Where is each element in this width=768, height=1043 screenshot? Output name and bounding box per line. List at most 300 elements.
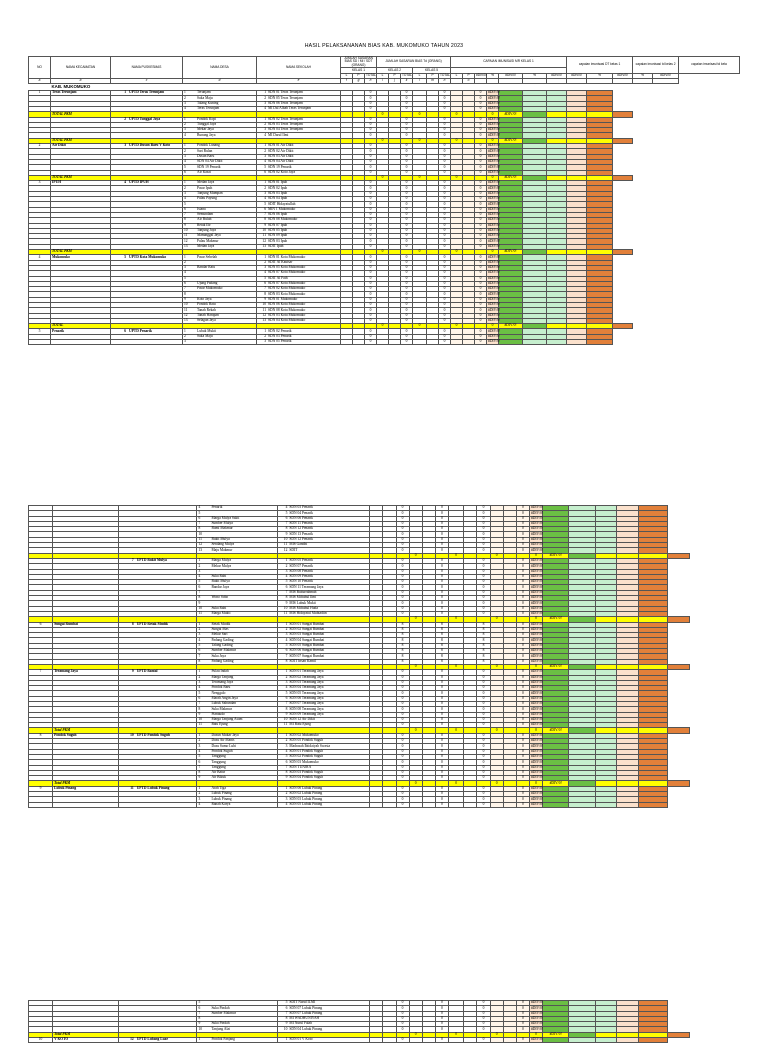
- row-err: #DIV/0!: [530, 637, 544, 642]
- row-sekolah-name: MIS Hidayatul Mubtadiin: [289, 611, 327, 616]
- row-sekolah-name: SDN 01 Ipuh: [268, 180, 288, 185]
- row-total-k5: 8: [477, 643, 490, 648]
- row-sekolah-no: 12: [262, 238, 266, 243]
- row-total: 0: [365, 133, 377, 138]
- row-err: #DIV/0!: [488, 217, 501, 222]
- row-total-mr: 0: [475, 234, 487, 239]
- row-total: 0: [396, 611, 409, 616]
- row-total-k2: 0: [435, 707, 448, 712]
- row-desa-name: Tanggung: [211, 759, 226, 764]
- total-label: TOTAL PKM: [51, 250, 111, 255]
- row-sekolah-name: SDN 03 Kota Mukomuko: [268, 291, 306, 296]
- row-sekolah-name: SDN 01 Pondok Suguh: [289, 748, 324, 753]
- row-sekolah-no: 3: [264, 153, 266, 158]
- row-desa-name: SDN 04 Air Dikit: [197, 159, 223, 164]
- row-no: 2: [29, 144, 51, 149]
- row-desa-no: 8: [198, 706, 201, 711]
- row-total-mr: 0: [475, 181, 487, 186]
- row-sekolah-no: 11: [283, 722, 288, 727]
- row-desa-no: 8: [198, 526, 201, 531]
- header-letter: d: [183, 78, 257, 83]
- row-err: #DIV/0!: [530, 706, 544, 711]
- row-err: #DIV/0!: [530, 579, 544, 584]
- row-sekolah-name: SDN 03 Penarik: [289, 505, 313, 510]
- row-sekolah-no: 2: [264, 259, 266, 264]
- row-total-mr: 0: [516, 537, 529, 542]
- row-total: 0: [365, 186, 377, 191]
- row-total-mr: 0: [516, 606, 529, 611]
- row-total: 0: [396, 686, 409, 691]
- row-desa-name: Pondok Lunang: [197, 143, 220, 148]
- row-total-mr: 0: [516, 686, 529, 691]
- row-total: 0: [365, 202, 377, 207]
- row-sekolah-name: SDN 04 Teramang Jaya: [289, 685, 324, 690]
- total-cell: [667, 664, 689, 669]
- row-err: #DIV/0!: [530, 685, 544, 690]
- row-err: #DIV/0!: [488, 100, 501, 105]
- row-total-mr: 0: [516, 643, 529, 648]
- row-puskesmas-no: 2: [124, 116, 126, 121]
- total-err: #DIV/0!: [499, 138, 523, 143]
- row-total-mr: 0: [475, 107, 487, 112]
- row-cell: [639, 802, 667, 807]
- row-cell: [499, 340, 523, 345]
- row-sekolah-no: 4: [264, 196, 266, 201]
- row-desa-no: 3: [198, 743, 201, 748]
- row-total-k5: 0: [439, 302, 451, 307]
- row-total-k2: 0: [401, 334, 413, 339]
- row-total-k2: 0: [435, 1006, 448, 1011]
- row-total-k5: 0: [439, 186, 451, 191]
- row-total-k5: 0: [439, 228, 451, 233]
- total-zero: 0: [449, 1032, 464, 1037]
- row-err: #DIV/0!: [488, 339, 501, 344]
- row-total-k5: 0: [477, 797, 490, 802]
- row-cell: [464, 1038, 477, 1043]
- row-total-k2: 0: [435, 1038, 448, 1043]
- row-desa-no: 9: [198, 1021, 201, 1026]
- header-capaian-td2: capaian imunisasi td kelas 2: [633, 57, 679, 74]
- row-sekolah-name: SDN 09 Teramang Jaya: [289, 711, 324, 716]
- row-desa-name: Pondok Kopi: [197, 116, 217, 121]
- row-total: 0: [396, 717, 409, 722]
- total-zero: 0: [377, 112, 389, 117]
- row-desa-no: 1: [184, 116, 186, 121]
- row-total-k5: 0: [477, 1006, 490, 1011]
- row-sekolah-no: 9: [285, 711, 288, 716]
- row-total-mr: 0: [475, 313, 487, 318]
- row-total-k5: 0: [439, 318, 451, 323]
- row-sekolah-name: SDIT Hidayatullah: [268, 201, 296, 206]
- total-zero: 0: [409, 1032, 422, 1037]
- total-cell: [667, 1032, 689, 1037]
- row-sekolah-name: SDN 01 Mukomuko: [268, 296, 298, 301]
- row-kecamatan: Teras Terunjam: [51, 91, 111, 96]
- row-err: #DIV/0!: [530, 531, 544, 536]
- row-err: #DIV/0!: [530, 505, 544, 510]
- sheet-page-2: [28, 505, 740, 935]
- row-total-k2: 0: [435, 802, 448, 807]
- row-total-mr: 0: [475, 297, 487, 302]
- row-desa-no: 1: [184, 143, 186, 148]
- row-sekolah-name: SDN 08 Mukomuko: [268, 217, 298, 222]
- total-zero: 0: [449, 553, 464, 558]
- row-total: 0: [365, 265, 377, 270]
- total-err: #DIV/0!: [543, 617, 569, 622]
- row-total: 0: [396, 537, 409, 542]
- row-desa-name: Marga Mulya: [211, 558, 232, 563]
- header-sub-p: P: [389, 73, 401, 78]
- row-sekolah: [278, 1038, 370, 1043]
- row-total-mr: 0: [475, 170, 487, 175]
- row-total-mr: 0: [475, 308, 487, 313]
- row-sekolah-name: SDN 04 Sungai Rumbai: [289, 637, 325, 642]
- row-total-k5: 0: [477, 548, 490, 553]
- row-desa-no: 7: [198, 590, 201, 594]
- row-sekolah-no: 3: [264, 127, 266, 132]
- total-zero: 0: [487, 324, 499, 329]
- row-desa-name: Tanjung Alai: [211, 1026, 231, 1031]
- header-sub-total: TOTAL: [366, 72, 376, 77]
- row-total-k5: 0: [477, 749, 490, 754]
- row-total-k2: 0: [401, 159, 413, 164]
- row-sekolah-name: MIS Miftahul Huda: [289, 605, 318, 610]
- total-zero: 0: [377, 175, 389, 180]
- row-total: 0: [396, 521, 409, 526]
- row-sekolah-no: 6: [285, 515, 288, 520]
- row-desa-name: Penarik: [211, 505, 223, 510]
- total-zero: 0: [413, 250, 427, 255]
- total-zero: 0: [377, 250, 389, 255]
- row-sekolah-no: 2: [285, 563, 288, 568]
- header-capaian-mr: CAPAIAN IMUNISASI MR KELAS 1: [451, 57, 567, 68]
- row-sekolah-name: SDN 06 Penarik: [289, 515, 313, 520]
- row-desa-name: Tanah Harapan: [197, 312, 219, 317]
- row-total-mr: 0: [475, 197, 487, 202]
- row-sekolah-name: SDN 05 Lubuk Pinang: [289, 801, 323, 806]
- row-puskesmas-no: 4: [124, 180, 126, 185]
- header-sub-p: P: [427, 73, 439, 78]
- row-sekolah-name: SDN 02 Pondok Suguh: [289, 754, 324, 759]
- row-sekolah-name: SDN 01 Teramang Jaya: [289, 669, 324, 674]
- row-total-k2: 0: [435, 1001, 448, 1006]
- row-sekolah-name: SDN 07 Ipuh: [268, 222, 288, 227]
- row-err: #DIV/0!: [488, 180, 501, 185]
- row-total-k5: 0: [439, 96, 451, 101]
- row-desa-no: 1: [198, 1037, 201, 1042]
- row-total-k5: 0: [439, 292, 451, 297]
- total-err: #DIV/0!: [499, 175, 523, 180]
- row-total-k5: 0: [439, 239, 451, 244]
- row-desa-no: 6: [198, 584, 201, 589]
- row-desa-name: Suka Rahi: [211, 605, 227, 610]
- row-puskesmas: [118, 1038, 197, 1043]
- row-cell: [543, 802, 569, 807]
- row-total-k5: 0: [477, 511, 490, 516]
- row-total-k2: 0: [435, 739, 448, 744]
- row-total: 0: [396, 580, 409, 585]
- row-err: #DIV/0!: [530, 680, 544, 685]
- row-cell: [353, 340, 365, 345]
- row-puskesmas-no: 9: [131, 669, 134, 674]
- row-desa-name: Terunjam: [197, 90, 211, 95]
- row-cell: [523, 340, 547, 345]
- row-sekolah-no: 6: [285, 1005, 288, 1010]
- row-total-mr: 0: [516, 659, 529, 664]
- row-cell: [639, 1038, 667, 1043]
- row-desa-name: Batu Ejung: [211, 722, 228, 727]
- row-no: 8: [29, 733, 53, 738]
- row-total-mr: 0: [475, 186, 487, 191]
- row-total-k5: 0: [477, 1011, 490, 1016]
- row-desa-name: Teras Terunjam: [197, 106, 220, 111]
- row-sekolah-no: 5: [264, 201, 266, 206]
- row-sekolah-no: 10: [262, 228, 266, 233]
- row-total: 0: [365, 101, 377, 106]
- row-desa-no: 5: [198, 1000, 201, 1005]
- row-sekolah-name: SDN 07 Lubuk Pinang: [289, 1010, 323, 1015]
- row-sekolah-no: 3: [285, 743, 288, 748]
- row-sekolah-no: 2: [285, 674, 288, 679]
- total-zero: 0: [451, 250, 463, 255]
- row-sekolah-no: 5: [264, 275, 266, 280]
- row-total-k2: 8: [435, 654, 448, 659]
- row-no: 5: [29, 329, 51, 334]
- row-total-k2: 8: [435, 659, 448, 664]
- row-total-mr: 0: [516, 786, 529, 791]
- row-total-mr: 0: [475, 202, 487, 207]
- row-sekolah-no: 11: [283, 542, 288, 547]
- row-total-k2: 0: [435, 511, 448, 516]
- row-sekolah-no: 6: [285, 759, 288, 764]
- row-desa-name: Tanjung Jaya: [197, 228, 217, 233]
- row-sekolah-no: 13: [262, 318, 266, 323]
- row-total-k5: 0: [439, 91, 451, 96]
- row-total: 0: [365, 191, 377, 196]
- row-desa-name: Dusu Air Manis: [211, 738, 235, 743]
- header-sub-err: #DIV/0!: [547, 73, 567, 78]
- row-sekolah-no: 3: [264, 339, 266, 344]
- row-err: #DIV/0!: [530, 568, 544, 573]
- row-total: 0: [396, 1038, 409, 1043]
- row-desa-no: 2: [198, 738, 201, 743]
- row-desa-no: 3: [184, 339, 186, 344]
- row-sekolah-no: 8: [285, 770, 288, 775]
- row-err: #DIV/0!: [530, 791, 544, 796]
- row-total: 0: [396, 792, 409, 797]
- row-err: #DIV/0!: [530, 1010, 544, 1015]
- row-total-k5: 0: [477, 680, 490, 685]
- row-sekolah-name: SDN 01 Air Dikit: [268, 143, 294, 148]
- row-sekolah-no: 3: [264, 100, 266, 105]
- row-total-k2: 0: [435, 1016, 448, 1021]
- row-sekolah-name: SDN 07 Kota Mukomuko: [268, 270, 306, 275]
- row-err: #DIV/0!: [530, 759, 544, 764]
- row-err: #DIV/0!: [488, 312, 501, 317]
- total-cell: [613, 175, 633, 180]
- row-puskesmas-no: 1: [124, 90, 126, 95]
- row-total-mr: 0: [475, 212, 487, 217]
- row-sekolah-no: 6: [285, 584, 288, 589]
- total-cell: [613, 324, 633, 329]
- row-total: 0: [396, 1022, 409, 1027]
- row-sekolah-no: 2: [285, 627, 288, 632]
- row-kecamatan: Lubuk Pinang: [53, 786, 119, 791]
- row-total-k5: 0: [477, 564, 490, 569]
- row-sekolah-no: 4: [264, 132, 266, 137]
- row-sekolah-name: SDN 04 Air Dikit: [268, 159, 294, 164]
- table-row: [29, 1038, 740, 1043]
- row-puskesmas-no: 3: [124, 143, 126, 148]
- row-total-k5: 0: [477, 723, 490, 728]
- row-total-k5: 0: [439, 334, 451, 339]
- total-zero: 0: [529, 553, 542, 558]
- row-total-k2: 0: [401, 228, 413, 233]
- row-desa-no: 10: [198, 531, 203, 536]
- row-err: #DIV/0!: [530, 733, 544, 738]
- row-total: 0: [365, 197, 377, 202]
- row-total-k2: 0: [401, 218, 413, 223]
- row-total-mr: 0: [475, 144, 487, 149]
- row-total-k2: 0: [401, 302, 413, 307]
- row-total: 8: [396, 622, 409, 627]
- row-total-k2: 0: [435, 558, 448, 563]
- row-desa-name: Pasar Sebelah: [197, 254, 218, 259]
- row-sekolah-name: SDN 03 Teramang Jaya: [289, 680, 324, 685]
- row-err: #DIV/0!: [530, 775, 544, 780]
- row-err: #DIV/0!: [530, 754, 544, 759]
- row-total-k2: 0: [435, 601, 448, 606]
- row-desa-no: 13: [198, 547, 203, 552]
- header-letter: c: [111, 78, 183, 83]
- row-total-mr: 0: [475, 122, 487, 127]
- row-err: #DIV/0!: [488, 206, 501, 211]
- row-desa-no: 6: [198, 759, 201, 764]
- row-total: 0: [396, 802, 409, 807]
- row-total-k2: 8: [435, 643, 448, 648]
- row-sekolah-no: 1: [285, 733, 288, 738]
- row-desa-name: Sari Bulan: [197, 148, 213, 153]
- row-total-k5: 0: [477, 754, 490, 759]
- row-puskesmas-no: 11: [130, 785, 134, 790]
- row-desa-no: 4: [198, 801, 201, 806]
- row-err: #DIV/0!: [530, 558, 544, 563]
- row-total-mr: 0: [516, 574, 529, 579]
- row-total-mr: 0: [516, 569, 529, 574]
- total-zero: 0: [490, 1032, 503, 1037]
- row-total-k5: 0: [477, 792, 490, 797]
- row-total-mr: 0: [475, 239, 487, 244]
- row-sekolah-name: SDIT: [289, 547, 298, 552]
- row-sekolah-name: MIS Gandhi: [289, 542, 308, 547]
- row-err: #DIV/0!: [488, 164, 501, 169]
- row-sekolah-name: SDN 01 Teras Terunjam: [268, 90, 303, 95]
- row-desa-name: Padang Gading: [211, 637, 234, 642]
- row-total-k5: 8: [477, 638, 490, 643]
- row-total-k2: 0: [401, 239, 413, 244]
- row-sekolah-name: SDN 02 Air Dikit: [268, 148, 294, 153]
- row-sekolah-name: SDN 06 Teramang Jaya: [289, 695, 324, 700]
- row-err: #DIV/0!: [488, 148, 501, 153]
- row-sekolah-name: SDN 03 Ipuh: [268, 191, 288, 195]
- row-err: #DIV/0!: [488, 328, 501, 333]
- row-sekolah-name: SDN 01 V Koto: [289, 1037, 313, 1042]
- row-total-k5: 0: [477, 596, 490, 601]
- row-kecamatan: Pondok Suguh: [53, 733, 119, 738]
- row-total-k2: 0: [435, 760, 448, 765]
- row-sekolah-no: 11: [262, 307, 266, 312]
- row-desa-no: 2: [184, 259, 186, 264]
- row-sekolah-name: SDN 05 Sungai Rumbai: [289, 642, 325, 647]
- row-desa-name: Sumber Mulya: [211, 521, 233, 526]
- row-desa-name: Pondok Baru: [211, 685, 231, 690]
- row-desa-no: 1: [184, 254, 186, 259]
- header-sub-p: P: [353, 73, 365, 78]
- row-err: #DIV/0!: [488, 259, 501, 264]
- row-total-k5: 0: [439, 297, 451, 302]
- row-total-mr: 0: [475, 133, 487, 138]
- row-total: 0: [396, 797, 409, 802]
- row-sekolah-name: MIS Lubuk Mukti: [289, 600, 316, 605]
- row-total-k2: 0: [401, 122, 413, 127]
- row-desa-name: Lubuk Pinang: [211, 791, 232, 796]
- row-total-k2: 0: [435, 712, 448, 717]
- row-total-mr: 0: [516, 765, 529, 770]
- row-sekolah-name: SDN 10 Penarik: [289, 579, 313, 584]
- row-cell: [587, 340, 613, 345]
- row-err: #DIV/0!: [488, 233, 501, 238]
- row-desa-no: 8: [184, 217, 186, 222]
- row-total-mr: 0: [516, 723, 529, 728]
- total-cell: [613, 112, 633, 117]
- row-total-k2: 0: [401, 212, 413, 217]
- row-cell: [490, 802, 503, 807]
- header-letter: b: [51, 78, 111, 83]
- row-puskesmas-no: 8: [131, 621, 134, 626]
- row-total-k5: 0: [477, 707, 490, 712]
- row-desa-no: 1: [184, 180, 186, 185]
- row-total: 0: [396, 585, 409, 590]
- row-total: 8: [396, 638, 409, 643]
- row-desa-name: Bandar Jaya: [211, 584, 230, 589]
- total-label: Total PKM: [53, 781, 119, 786]
- row-desa-name: Bukit Mulya: [211, 579, 230, 584]
- row-sekolah-no: 11: [262, 233, 266, 238]
- row-sekolah-no: 1: [285, 558, 288, 563]
- row-err: #DIV/0!: [530, 1000, 544, 1005]
- row-sekolah-name: SDN 02 Teramang Jaya: [289, 674, 324, 679]
- row-total-k2: 0: [401, 244, 413, 249]
- row-total-k2: 8: [435, 622, 448, 627]
- row-total: 8: [396, 643, 409, 648]
- row-total-k2: 0: [435, 749, 448, 754]
- row-err: #DIV/0!: [530, 801, 544, 806]
- row-total: 0: [365, 91, 377, 96]
- row-desa-no: 10: [184, 302, 188, 307]
- total-err: #DIV/0!: [543, 553, 569, 558]
- row-sekolah-no: 3: [264, 191, 266, 195]
- row-total-k5: 0: [477, 712, 490, 717]
- row-err: #DIV/0!: [530, 621, 544, 626]
- row-desa-no: 1: [198, 621, 201, 626]
- header-letter: a: [29, 78, 51, 83]
- row-sekolah-no: 2: [264, 122, 266, 127]
- row-total: 0: [396, 543, 409, 548]
- row-desa-name: Marga Tanjung: [211, 674, 234, 679]
- row-total-mr: 0: [516, 521, 529, 526]
- row-desa-no: 2: [184, 95, 186, 100]
- row-desa-no: 6: [198, 1005, 201, 1010]
